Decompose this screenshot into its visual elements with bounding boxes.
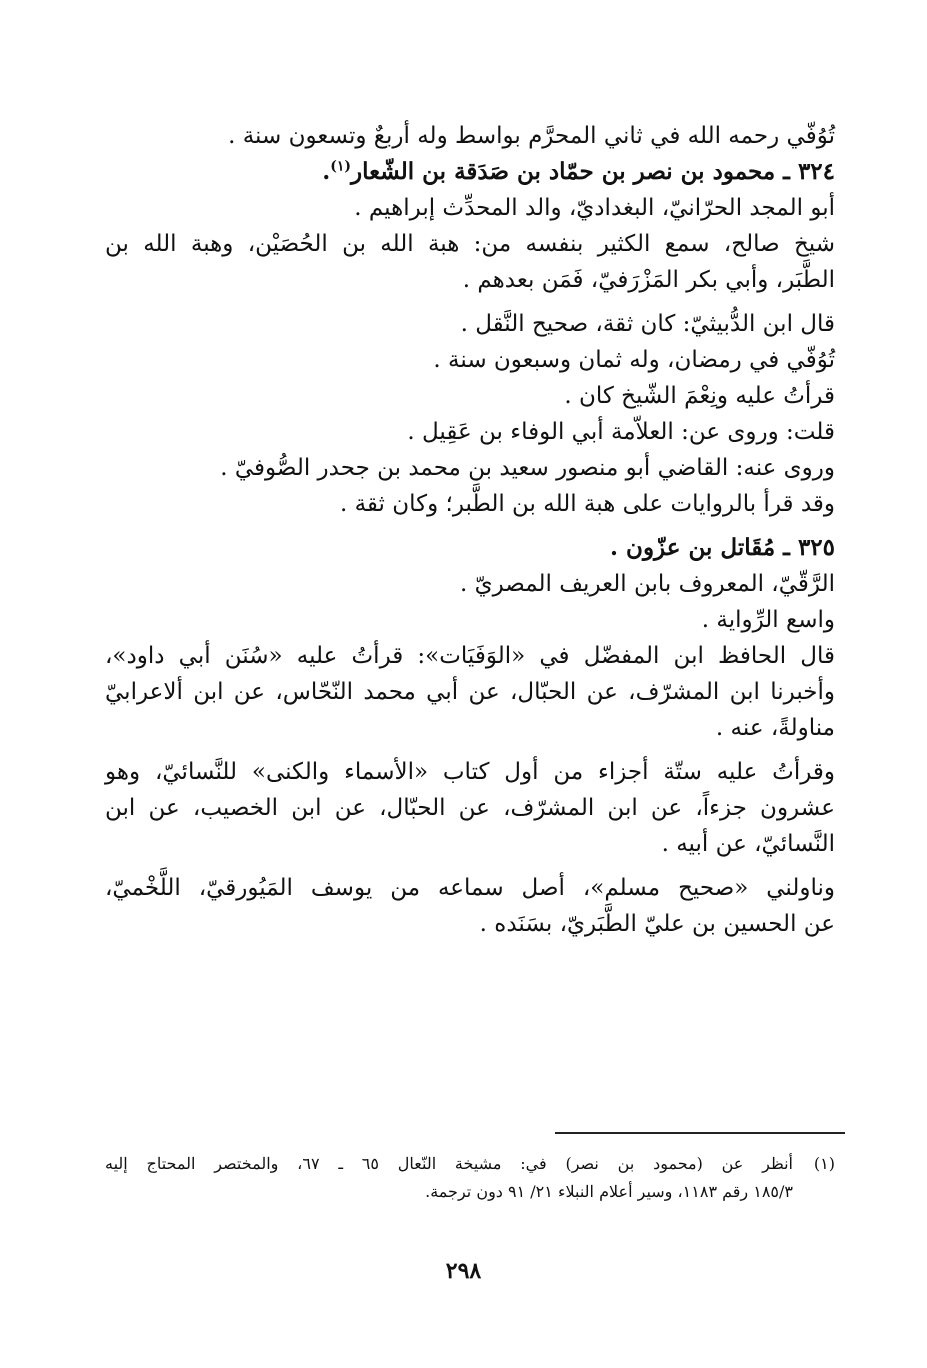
- text-line: قال ابن الدُّبيثيّ: كان ثقة، صحيح النَّقل .: [460, 311, 835, 337]
- text-line: تُوُفّي في رمضان، وله ثمان وسبعون سنة .: [433, 347, 835, 373]
- text-line: النَّسائيّ، عن أبيه .: [661, 831, 835, 857]
- main-text: [105, 118, 835, 942]
- footnote-text: [105, 1150, 793, 1206]
- text-line: تُوُفّي رحمه الله في ثاني المحرَّم بواسط وله أربعٌ وتسعون سنة .: [228, 123, 835, 149]
- text-line: وروى عنه: القاضي أبو منصور سعيد بن محمد بن جحدر الصُّوفيّ .: [220, 455, 835, 481]
- footnote-ref[interactable]: (١): [330, 158, 352, 175]
- text-line: وقرأتُ عليه ستّة أجزاء من أول كتاب «الأسماء والكنى» للنَّسائيّ، وهو: [105, 759, 835, 785]
- text-line: شيخ صالح، سمع الكثير بنفسه من: هبة الله بن الحُصَيْن، وهبة الله بن: [105, 231, 835, 257]
- entry-324-heading: [105, 154, 835, 190]
- footnote-number: (١): [813, 1154, 835, 1173]
- footnote-line: أنظر عن (محمود بن نصر) في: مشيخة النّعال ٦٥ ـ ٦٧، والمختصر المحتاج إليه: [105, 1154, 793, 1173]
- text-line: مناولةً، عنه .: [715, 715, 835, 741]
- footnote-divider: [555, 1132, 845, 1134]
- text-line: الطَّبَر، وأبي بكر المَزْرَفيّ، فَمَن بعدهم .: [462, 267, 835, 293]
- text-line: وناولني «صحيح مسلم»، أصل سماعه من يوسف المَيُورقيّ، اللَّخْميّ،: [105, 875, 835, 901]
- footnote-item: [105, 1150, 835, 1206]
- text-line: الرَّقّيّ، المعروف بابن العريف المصريّ .: [459, 571, 835, 597]
- footnote-line: ١٨٥/٣ رقم ١١٨٣، وسير أعلام النبلاء ٢١/ ٩١ دون ترجمة.: [425, 1182, 793, 1201]
- text-line: قال الحافظ ابن المفضّل في «الوَفَيَات»: قرأتُ عليه «سُنَن أبي داود»،: [105, 643, 835, 669]
- text-line: أبو المجد الحرّانيّ، البغداديّ، والد المحدِّث إبراهيم .: [354, 195, 835, 221]
- heading-dot: .: [322, 158, 331, 185]
- text-line: واسع الرِّواية .: [701, 607, 835, 633]
- entry-325-title: ٣٢٥ ـ مُقَاتل بن عزّون .: [610, 534, 835, 561]
- footnotes: [105, 1150, 835, 1206]
- text-line: وقد قرأ بالروايات على هبة الله بن الطَّبر؛ وكان ثقة .: [339, 491, 835, 517]
- entry-324-title: ٣٢٤ ـ محمود بن نصر بن حمّاد بن صَدَقة بن الشّعار: [351, 158, 835, 185]
- text-line: قلت: وروى عن: العلاّمة أبي الوفاء بن عَقِيل .: [407, 419, 835, 445]
- page-number: ٢٩٨: [445, 1258, 482, 1284]
- text-line: عشرون جزءاً، عن ابن المشرّف، عن الحبّال، عن ابن الخصيب، عن ابن: [105, 795, 835, 821]
- text-line: وأخبرنا ابن المشرّف، عن الحبّال، عن أبي محمد النّحّاس، عن ابن ألاعرابيّ: [105, 679, 835, 705]
- text-line: عن الحسين بن عليّ الطَّبَريّ، بسَنَده .: [479, 911, 835, 937]
- text-line: قرأتُ عليه ونِعْمَ الشّيخ كان .: [564, 383, 835, 409]
